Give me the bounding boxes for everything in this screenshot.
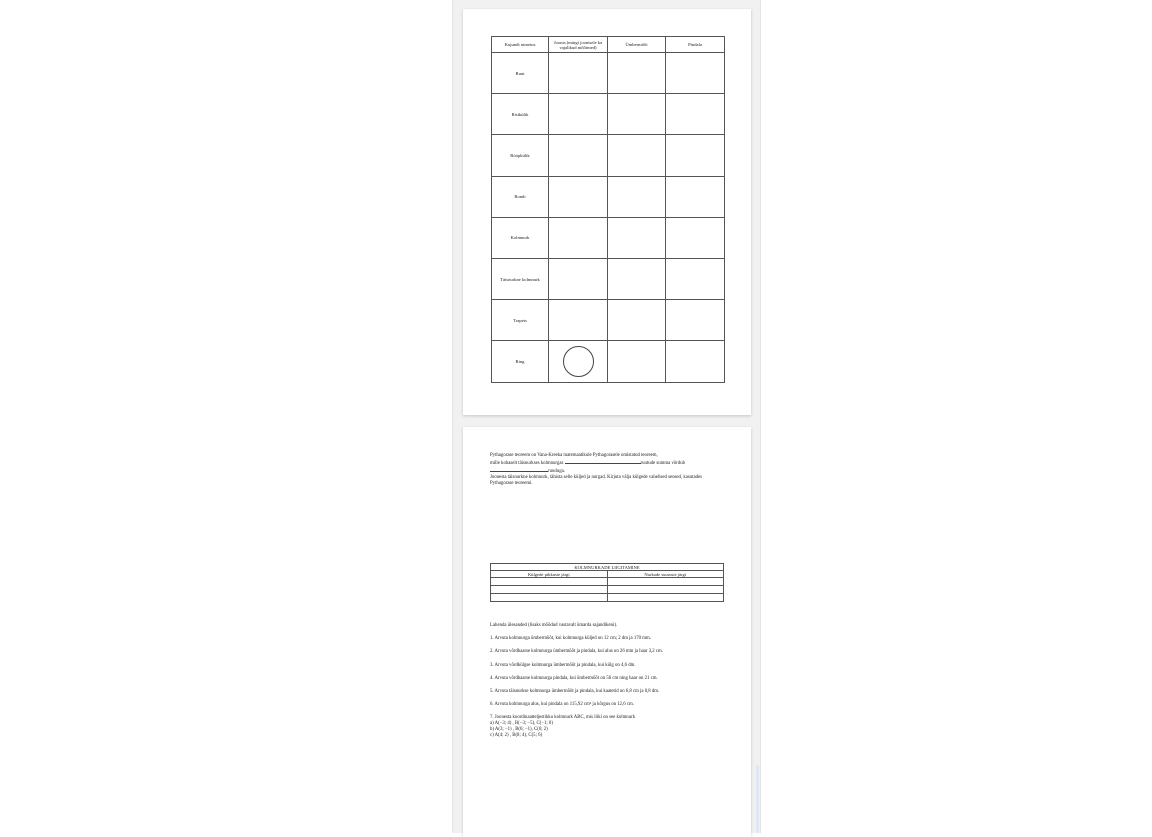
table-row	[492, 300, 725, 341]
table-row	[492, 217, 725, 258]
table-row	[492, 94, 725, 135]
empty-cell	[491, 578, 608, 586]
row-label: Rööpkülik	[492, 135, 549, 176]
triangle-classification-table	[490, 563, 724, 602]
intro-line-3	[490, 467, 726, 475]
drawing-cell	[549, 53, 608, 94]
scrollbar[interactable]	[756, 765, 759, 833]
task-item: 4. Arvuta võrdhaarse kolmnurga pindala, kui ümbermõõt on 56 cm ning haar on 21 cm.	[490, 675, 658, 681]
intro-line-2b: ruutude summa võrdub	[640, 461, 686, 466]
classification-col-angles: Nurkade suuruste järgi	[607, 571, 724, 578]
perimeter-cell	[608, 300, 666, 341]
table-row	[492, 258, 725, 299]
row-label: Trapets	[492, 300, 549, 341]
task-item: 1. Arvuta kolmnurga ümbermõõt, kui kolmnurga küljed on 12 cm; 2 dm ja 170 mm.	[490, 636, 651, 642]
drawing-cell	[549, 258, 608, 299]
drawing-cell	[549, 300, 608, 341]
table-row	[492, 341, 725, 382]
header-drawing: Joonis (märgi joonisele ka vajalikud mõõtmed)	[549, 37, 608, 53]
table-row	[492, 53, 725, 94]
header-area: Pindala	[666, 37, 725, 53]
task-7	[490, 715, 726, 739]
pythagoras-intro	[490, 453, 726, 487]
row-label: Romb	[492, 176, 549, 217]
row-label: Täisnurkne kolmnurk	[492, 258, 549, 299]
instruction-text: Joonesta täisnurkne kolmnurk, tähista selle küljed ja nurgad. Kirjuta välja külgede vahelised seosed, kasutades Pythagorase teoreemi.	[490, 475, 702, 486]
row-label: Kolmnurk	[492, 217, 549, 258]
perimeter-cell	[608, 176, 666, 217]
row-label: Ristkülik	[492, 94, 549, 135]
drawing-cell	[549, 341, 608, 382]
row-label: Ring	[492, 341, 549, 382]
area-cell	[666, 135, 725, 176]
task-item: 3. Arvuta võrdkülgse kolmnurga ümbermõõt ja pindala, kui külg on 4,6 dm.	[490, 662, 636, 668]
table-row	[492, 135, 725, 176]
area-cell	[666, 217, 725, 258]
header-shape-name: Kujundi nimetus	[492, 37, 549, 53]
page-2	[463, 427, 751, 837]
empty-cell	[491, 594, 608, 602]
table-row	[491, 594, 724, 602]
intro-line-3-text: ruuduga.	[548, 469, 565, 474]
task-item: 6. Arvuta kolmnurga alus, kui pindala on 115,92 cm² ja kõrgus on 12,6 cm.	[490, 702, 634, 708]
task-item: 2. Arvuta võrdhaarse kolmnurga ümbermõõt ja pindala, kui alus on 26 mm ja haar 3,2 cm.	[490, 649, 663, 655]
perimeter-cell	[608, 53, 666, 94]
perimeter-cell	[608, 94, 666, 135]
table-row	[491, 578, 724, 586]
task-item: 5. Arvuta täisnurkse kolmnurga ümbermõõt ja pindala, kui kaatetid on 6,8 cm ja 0,8 dm.	[490, 688, 660, 694]
intro-line-2a: mille kohaselt täisnurkses kolmnurgas	[490, 461, 564, 466]
drawing-cell	[549, 176, 608, 217]
tasks-list	[490, 623, 726, 739]
perimeter-cell	[608, 341, 666, 382]
empty-cell	[607, 586, 724, 594]
area-cell	[666, 53, 725, 94]
classification-title: KOLMNURKADE LIIGITAMINE	[491, 564, 724, 571]
area-cell	[666, 341, 725, 382]
fill-blank-1	[565, 459, 641, 464]
perimeter-cell	[608, 135, 666, 176]
page-1	[463, 9, 751, 415]
perimeter-cell	[608, 217, 666, 258]
area-cell	[666, 300, 725, 341]
table-row	[492, 176, 725, 217]
circle-drawing-icon	[563, 346, 594, 377]
empty-cell	[491, 586, 608, 594]
shapes-table	[491, 36, 725, 383]
row-label: Ruut	[492, 53, 549, 94]
task-7-b: b) A(3; −1) , B(6; −1), C(6; 2)	[490, 727, 548, 733]
classification-col-sides: Külgede pikkuste järgi	[491, 571, 608, 578]
drawing-cell	[549, 217, 608, 258]
intro-line-1: Pythagorase teoreem on Vana-Kreeka matemaatikule Pythagorasele omistatud teoreem,	[490, 453, 658, 458]
drawing-cell	[549, 135, 608, 176]
task-7-c: c) A(4; 2) , B(8; 4), C(5; 6)	[490, 733, 543, 739]
fill-blank-2	[490, 467, 548, 472]
task-7-text: 7. Joonesta koordinaatteljestikku kolmnurk ABC, mis liiki on see kolmnurk	[490, 715, 636, 721]
tasks-heading: Lahenda ülesanded (lisaks mõõdud vastavalt ümarda sajandikeni).	[490, 623, 618, 628]
table-row	[491, 586, 724, 594]
area-cell	[666, 94, 725, 135]
shapes-table-header-row	[492, 37, 725, 53]
drawing-cell	[549, 94, 608, 135]
empty-cell	[607, 578, 724, 586]
perimeter-cell	[608, 258, 666, 299]
task-7-a: a) A(−3; 4) , B(−3; −5), C(−1; 0)	[490, 721, 553, 727]
empty-cell	[607, 594, 724, 602]
area-cell	[666, 258, 725, 299]
header-perimeter: Ümbermõõt	[608, 37, 666, 53]
area-cell	[666, 176, 725, 217]
intro-line-2	[490, 459, 726, 467]
